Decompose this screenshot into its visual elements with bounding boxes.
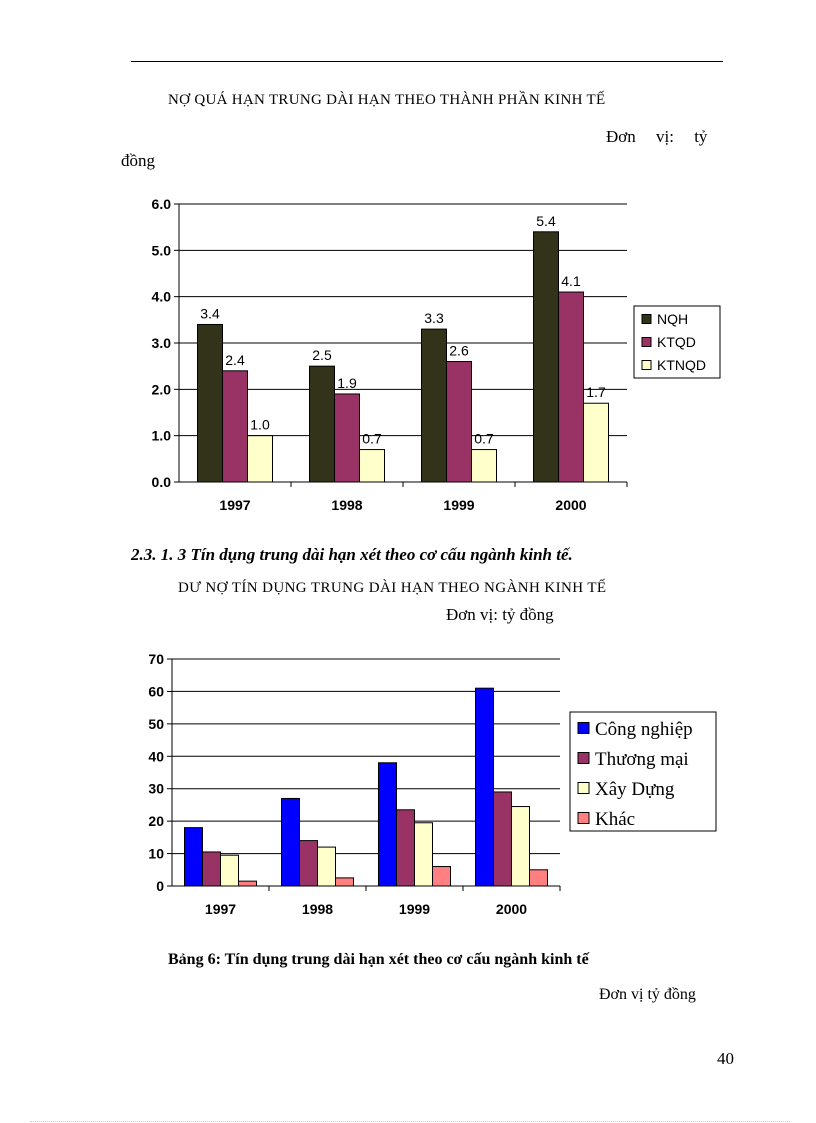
bar-ktnqd xyxy=(248,436,273,482)
bar-khác xyxy=(239,881,257,886)
y-tick-label: 4.0 xyxy=(151,288,171,305)
bar-khác xyxy=(530,870,548,886)
bar-nqh xyxy=(534,232,559,482)
bar-khác xyxy=(336,878,354,886)
data-label: 2.5 xyxy=(312,347,332,364)
legend-label: Công nghiệp xyxy=(595,719,693,740)
chart1-unit-continued: đồng xyxy=(121,151,155,170)
chart-1 xyxy=(152,196,720,513)
y-tick-label: 40 xyxy=(148,748,164,765)
chart-2 xyxy=(148,651,716,917)
x-tick-label: 2000 xyxy=(555,497,587,513)
chart2-title: DƯ NỢ TÍN DỤNG TRUNG DÀI HẠN THEO NGÀNH KINH TẾ xyxy=(178,580,607,596)
x-tick-label: 1997 xyxy=(219,497,251,513)
y-tick-label: 2.0 xyxy=(151,381,171,398)
y-tick-label: 1.0 xyxy=(151,427,171,444)
legend-swatch xyxy=(642,338,651,347)
legend xyxy=(634,306,720,378)
legend-label: NQH xyxy=(657,311,689,327)
bar-ktnqd xyxy=(584,403,609,482)
bar-ktqd xyxy=(447,362,472,482)
y-tick-label: 0.0 xyxy=(151,474,171,490)
x-tick-label: 1999 xyxy=(398,901,431,917)
legend-swatch xyxy=(578,813,589,824)
legend-swatch xyxy=(642,315,651,324)
legend-swatch xyxy=(578,753,589,764)
bar-thương-mại xyxy=(300,841,318,886)
chart1-title: NỢ QUÁ HẠN TRUNG DÀI HẠN THEO THÀNH PHẦN KINH TẾ xyxy=(168,92,606,108)
section-heading: 2.3. 1. 3 Tín dụng trung dài hạn xét theo cơ cấu ngành kinh tế. xyxy=(131,545,573,564)
data-label: 1.7 xyxy=(586,384,606,401)
legend-label: KTQD xyxy=(657,334,696,350)
table-caption: Bảng 6: Tín dụng trung dài hạn xét theo cơ cấu ngành kinh tế xyxy=(168,951,589,968)
data-label: 2.6 xyxy=(449,342,469,359)
bar-xây-dựng xyxy=(415,823,433,886)
y-tick-label: 60 xyxy=(148,683,164,700)
bar-ktqd xyxy=(559,292,584,482)
legend xyxy=(570,712,716,831)
data-label: 0.7 xyxy=(362,430,382,447)
bar-nqh xyxy=(310,366,335,482)
bar-công-nghiệp xyxy=(282,798,300,886)
y-tick-label: 5.0 xyxy=(151,242,171,259)
legend-swatch xyxy=(578,783,589,794)
legend-label: Thương mại xyxy=(595,749,689,770)
x-tick-label: 1998 xyxy=(301,901,334,917)
bar-xây-dựng xyxy=(221,855,239,886)
y-tick-label: 30 xyxy=(148,780,164,797)
bar-thương-mại xyxy=(397,810,415,886)
legend-label: KTNQD xyxy=(657,357,706,373)
data-label: 1.9 xyxy=(337,374,357,391)
data-label: 3.3 xyxy=(424,310,444,327)
bar-ktqd xyxy=(335,394,360,482)
x-tick-label: 1998 xyxy=(331,497,363,513)
data-label: 0.7 xyxy=(474,430,494,447)
bar-thương-mại xyxy=(494,792,512,886)
table-unit: Đơn vị tỷ đồng xyxy=(599,986,696,1003)
data-label: 5.4 xyxy=(536,212,556,229)
bar-nqh xyxy=(422,329,447,482)
chart1-unit: Đơn vị: tỷ xyxy=(606,127,708,146)
legend-swatch xyxy=(578,723,589,734)
bar-thương-mại xyxy=(203,852,221,886)
x-tick-label: 1999 xyxy=(443,497,475,513)
bar-nqh xyxy=(198,324,223,482)
bar-xây-dựng xyxy=(512,807,530,886)
bar-xây-dựng xyxy=(318,847,336,886)
bar-công-nghiệp xyxy=(379,763,397,886)
bar-ktnqd xyxy=(472,450,497,482)
bar-công-nghiệp xyxy=(185,828,203,886)
chart2-unit: Đơn vị: tỷ đồng xyxy=(446,605,554,624)
page-number: 40 xyxy=(717,1049,734,1068)
data-label: 1.0 xyxy=(250,416,270,433)
bar-ktqd xyxy=(223,371,248,482)
x-tick-label: 1997 xyxy=(204,901,237,917)
y-tick-label: 0 xyxy=(156,878,164,894)
y-tick-label: 70 xyxy=(148,651,164,667)
y-tick-label: 6.0 xyxy=(151,196,171,212)
y-tick-label: 3.0 xyxy=(151,335,171,351)
legend-swatch xyxy=(642,361,651,370)
legend-label: Xây Dựng xyxy=(595,779,675,800)
bar-khác xyxy=(433,867,451,886)
data-label: 2.4 xyxy=(225,351,245,368)
y-tick-label: 50 xyxy=(148,715,164,732)
y-tick-label: 20 xyxy=(148,813,164,830)
bar-công-nghiệp xyxy=(476,688,494,886)
legend-label: Khác xyxy=(595,809,636,830)
y-tick-label: 10 xyxy=(148,845,164,862)
bar-ktnqd xyxy=(360,450,385,482)
data-label: 3.4 xyxy=(200,305,220,322)
data-label: 4.1 xyxy=(561,273,581,290)
x-tick-label: 2000 xyxy=(495,901,528,917)
